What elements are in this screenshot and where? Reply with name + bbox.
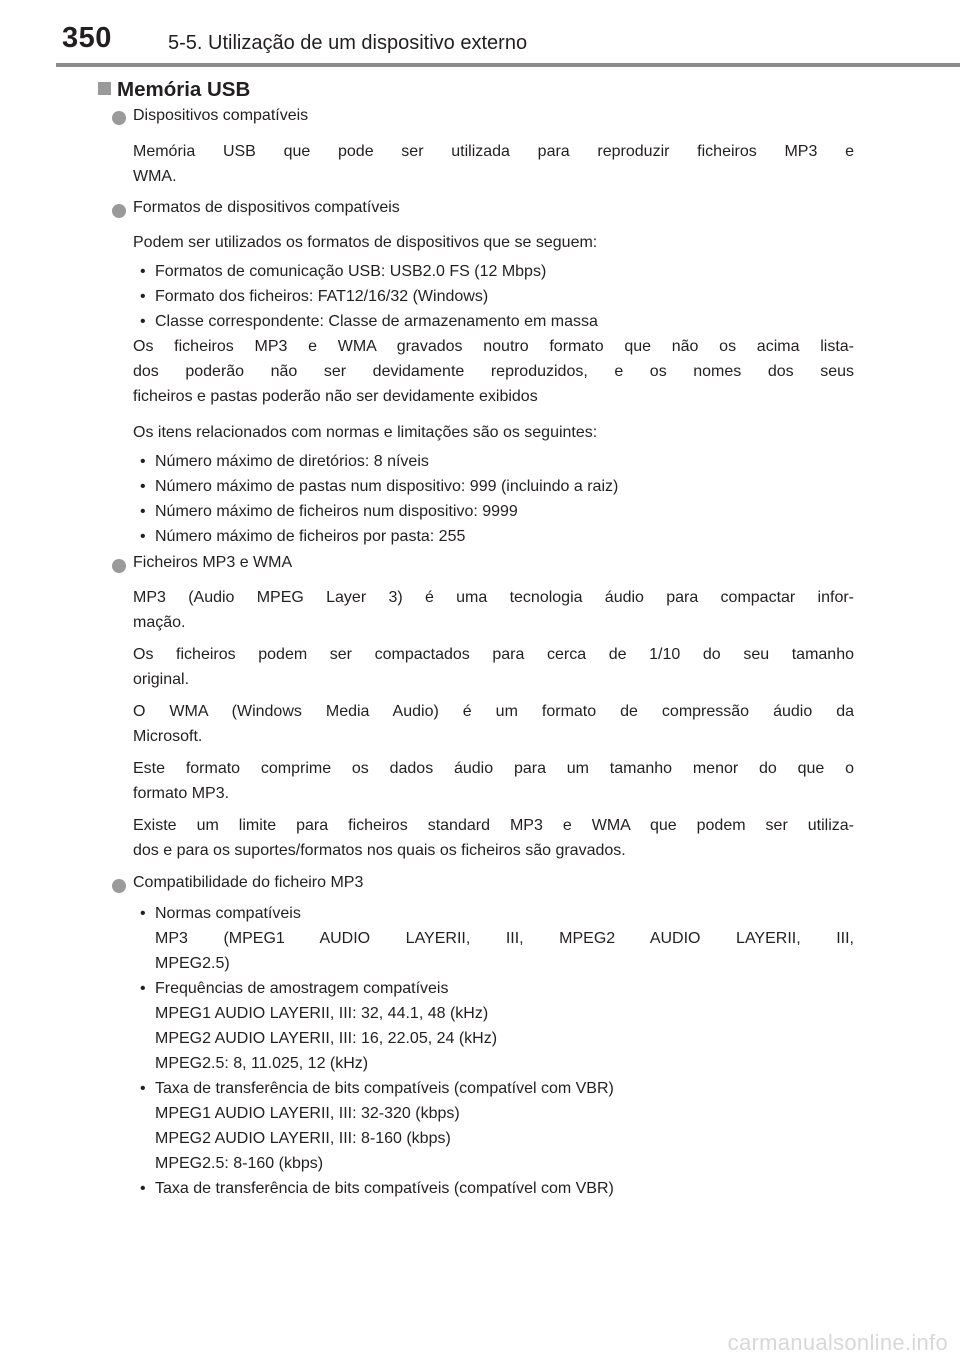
list-item-detail: MPEG2 AUDIO LAYERII, III: 8-160 (kbps) — [155, 1130, 451, 1147]
list-item-detail: MPEG1 AUDIO LAYERII, III: 32-320 (kbps) — [155, 1105, 460, 1122]
paragraph-line: original. — [133, 671, 190, 688]
circle-bullet-icon — [112, 111, 126, 125]
subsection-title: Dispositivos compatíveis — [133, 107, 309, 124]
list-item-detail: MPEG1 AUDIO LAYERII, III: 32, 44.1, 48 (kHz) — [155, 1005, 489, 1022]
paragraph-line: Podem ser utilizados os formatos de dispositivos que se seguem: — [133, 234, 598, 251]
paragraph-line: Existe um limite para ficheiros standard MP3 e WMA que podem ser utiliza- — [133, 817, 854, 834]
paragraph-line: Os itens relacionados com normas e limitações são os seguintes: — [133, 424, 598, 441]
paragraph-line: ficheiros e pastas poderão não ser devidamente exibidos — [133, 388, 538, 405]
paragraph-line: dos e para os suportes/formatos nos quais os ficheiros são gravados. — [133, 842, 626, 859]
subsection-title: Compatibilidade do ficheiro MP3 — [133, 874, 364, 891]
paragraph-line: Memória USB que pode ser utilizada para reproduzir ficheiros MP3 e — [133, 143, 854, 160]
circle-bullet-icon — [112, 559, 126, 573]
list-item-detail: MPEG2.5) — [155, 955, 230, 972]
paragraph-line: dos poderão não ser devidamente reproduzidos, e os nomes dos seus — [133, 363, 854, 380]
chapter-title: 5-5. Utilização de um dispositivo externo — [168, 32, 528, 54]
subsection-title: Formatos de dispositivos compatíveis — [133, 199, 400, 216]
paragraph-line: MP3 (Audio MPEG Layer 3) é uma tecnologia áudio para compactar infor- — [133, 589, 854, 606]
list-item-detail: MP3 (MPEG1 AUDIO LAYERII, III, MPEG2 AUDIO LAYERII, III, — [155, 930, 854, 947]
list-item-detail: MPEG2.5: 8-160 (kbps) — [155, 1155, 324, 1172]
paragraph-line: WMA. — [133, 168, 177, 185]
circle-bullet-icon — [112, 204, 126, 218]
square-bullet-icon — [98, 82, 111, 95]
subsection-title: Ficheiros MP3 e WMA — [133, 554, 293, 571]
page-number: 350 — [62, 22, 112, 54]
header-rule — [56, 63, 960, 67]
section-title-text: Memória USB — [117, 78, 251, 101]
section-title — [98, 78, 250, 102]
list-item-detail: MPEG2.5: 8, 11.025, 12 (kHz) — [155, 1055, 369, 1072]
paragraph-line: Os ficheiros podem ser compactados para cerca de 1/10 do seu tamanho — [133, 646, 854, 663]
paragraph-line: formato MP3. — [133, 785, 230, 802]
paragraph-line: Os ficheiros MP3 e WMA gravados noutro formato que não os acima lista- — [133, 338, 854, 355]
paragraph-line: mação. — [133, 614, 186, 631]
watermark: carmanualsonline.info — [727, 1330, 948, 1355]
paragraph-line: Microsoft. — [133, 728, 203, 745]
list-item-detail: MPEG2 AUDIO LAYERII, III: 16, 22.05, 24 (kHz) — [155, 1030, 498, 1047]
paragraph-line: O WMA (Windows Media Audio) é um formato de compressão áudio da — [133, 703, 854, 720]
page-header — [0, 0, 960, 66]
circle-bullet-icon — [112, 879, 126, 893]
paragraph-line: Este formato comprime os dados áudio para um tamanho menor do que o — [133, 760, 854, 777]
